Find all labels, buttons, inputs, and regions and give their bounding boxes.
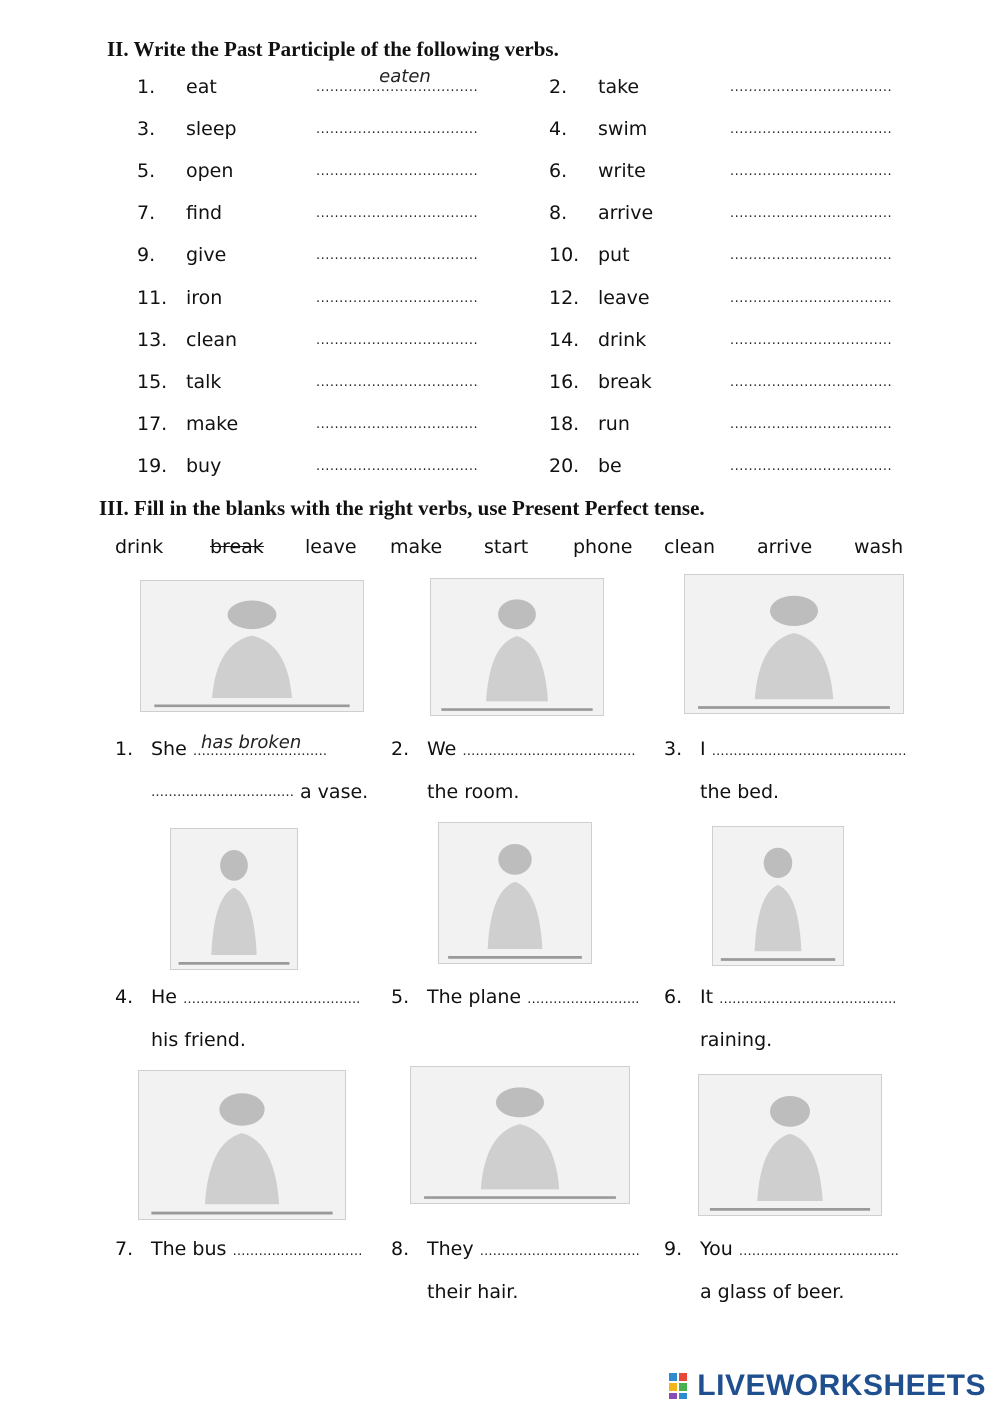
past-participle-input[interactable] <box>732 192 906 213</box>
sentence-subject: He <box>151 986 177 1008</box>
sentence-end: a vase. <box>300 781 369 803</box>
present-perfect-input[interactable] <box>201 1232 341 1253</box>
answer-dots: ................................... <box>730 164 893 180</box>
verb-word: find <box>186 202 223 225</box>
past-participle-input[interactable] <box>732 403 906 424</box>
answer-dots: …………………………… <box>151 785 294 800</box>
answer-dots: ................................... <box>316 458 479 474</box>
sentence-end: raining. <box>700 1029 773 1051</box>
past-participle-input[interactable] <box>318 108 492 129</box>
verb-word: be <box>598 454 622 477</box>
picture-rain <box>712 826 844 966</box>
verb-word: give <box>186 244 227 267</box>
word-bank-item: break <box>210 536 264 558</box>
picture-broken-vase <box>140 580 364 712</box>
answer-dots: ................................... <box>316 416 479 432</box>
answer-dots: ………………………… <box>232 1244 363 1259</box>
answer-dots: …………………………. <box>192 744 327 759</box>
verb-word: drink <box>598 328 647 351</box>
item-number: 10. <box>549 244 580 267</box>
item-number: 17. <box>137 412 168 435</box>
verb-word: write <box>598 160 646 183</box>
item-number: 5. <box>137 160 156 183</box>
item-number: 15. <box>137 370 168 393</box>
item-number: 3. <box>664 738 683 760</box>
sentence-subject: I <box>700 738 706 760</box>
answer-dots: ................................... <box>316 332 479 348</box>
present-perfect-input[interactable] <box>750 980 890 1001</box>
item-number: 18. <box>549 412 580 435</box>
answer-dots: ................................... <box>730 458 893 474</box>
answer-dots: ................................... <box>730 332 893 348</box>
verb-word: talk <box>186 370 222 393</box>
past-participle-input[interactable] <box>318 361 492 382</box>
sentence-end: their hair. <box>427 1281 519 1303</box>
verb-word: leave <box>598 286 650 309</box>
verb-word: buy <box>186 454 222 477</box>
word-bank-item: drink <box>115 536 164 558</box>
answer-dots: ................................... <box>316 206 479 222</box>
past-participle-input[interactable] <box>318 319 492 340</box>
word-bank-item: arrive <box>757 536 813 558</box>
word-bank-item: wash <box>854 536 904 558</box>
verb-word: clean <box>186 328 238 351</box>
answer-dots: ................................... <box>730 80 893 95</box>
verb-word: arrive <box>598 202 654 225</box>
word-bank-item: make <box>390 536 443 558</box>
answer-dots: ................................... <box>316 122 479 138</box>
sentence-subject: It <box>700 986 714 1008</box>
item-number: 3. <box>137 118 156 141</box>
present-perfect-input[interactable] <box>750 1232 890 1253</box>
verb-word: open <box>186 160 234 183</box>
answer-dots: …………………………………. <box>462 744 636 759</box>
answer-dots: ………………………………. <box>479 1244 640 1259</box>
answer-dots: ................................... <box>730 374 893 390</box>
past-participle-input[interactable] <box>318 445 492 466</box>
present-perfect-input[interactable] <box>201 732 341 753</box>
item-number: 8. <box>391 1238 410 1260</box>
past-participle-input[interactable] <box>732 361 906 382</box>
item-number: 14. <box>549 328 580 351</box>
word-bank-item: start <box>484 536 529 558</box>
past-participle-input[interactable] <box>732 319 906 340</box>
answer-dots: ................................... <box>730 122 893 138</box>
liveworksheets-logo-icon <box>669 1373 697 1399</box>
past-participle-input[interactable] <box>318 403 492 424</box>
answer-dots: ................................... <box>316 164 479 180</box>
item-number: 4. <box>115 986 134 1008</box>
item-number: 4. <box>549 118 568 141</box>
verb-word: break <box>598 370 652 393</box>
answer-dots: ……………………………………… <box>711 744 907 759</box>
section-3-heading: III. Fill in the blanks with the right verbs, use Present Perfect tense. <box>99 496 705 520</box>
logo-text: LIVEWORKSHEETS <box>697 1369 986 1402</box>
past-participle-input[interactable] <box>732 108 906 129</box>
answer-dots: ................................... <box>730 290 893 306</box>
present-perfect-input[interactable] <box>750 732 890 753</box>
answer-dots: ………………………………. <box>738 1244 899 1259</box>
present-perfect-input[interactable] <box>477 1232 617 1253</box>
word-bank-item: leave <box>305 536 357 558</box>
answer-dots: ………………………………….. <box>719 992 897 1007</box>
verb-word: iron <box>186 286 223 309</box>
answer-dots: ................................... <box>316 290 479 306</box>
present-perfect-input[interactable] <box>201 980 341 1001</box>
sentence-end: a glass of beer. <box>700 1281 845 1303</box>
verb-word: take <box>598 76 640 98</box>
verb-word: swim <box>598 118 648 141</box>
sentence-subject: She <box>151 738 187 760</box>
past-participle-input[interactable] <box>318 150 492 171</box>
picture-washing-hair <box>410 1066 630 1204</box>
word-bank-item: phone <box>573 536 633 558</box>
sentence-subject: They <box>427 1238 474 1260</box>
item-number: 2. <box>549 76 568 98</box>
picture-phone-call <box>170 828 298 970</box>
item-number: 19. <box>137 454 168 477</box>
sentence-end: the bed. <box>700 781 780 803</box>
section-2-heading: II. Write the Past Participle of the following verbs. <box>107 37 559 61</box>
picture-bus-leaving <box>138 1070 346 1220</box>
picture-making-bed <box>684 574 904 714</box>
past-participle-input[interactable] <box>732 445 906 466</box>
verb-word: sleep <box>186 118 237 141</box>
verb-word: eat <box>186 76 217 98</box>
answer-dots: ................................... <box>730 416 893 432</box>
answer-dots: ................................... <box>730 206 893 222</box>
item-number: 9. <box>664 1238 683 1260</box>
sentence-end: the room. <box>427 781 520 803</box>
answer-dots: ................................... <box>316 80 479 95</box>
item-number: 2. <box>391 738 410 760</box>
past-participle-input[interactable] <box>318 277 492 298</box>
item-number: 7. <box>115 1238 134 1260</box>
verb-word: make <box>186 412 239 435</box>
sentence-subject: You <box>700 1238 733 1260</box>
item-number: 11. <box>137 286 168 309</box>
item-number: 5. <box>391 986 410 1008</box>
past-participle-input[interactable] <box>732 150 906 171</box>
item-number: 6. <box>549 160 568 183</box>
answer-dots: …………………….. <box>527 992 640 1007</box>
item-number: 12. <box>549 286 580 309</box>
verb-word: put <box>598 244 630 267</box>
present-perfect-input[interactable] <box>477 980 617 1001</box>
present-perfect-input[interactable] <box>477 732 617 753</box>
sentence-subject: We <box>427 738 457 760</box>
answer-dots: ................................... <box>316 248 479 264</box>
item-number: 7. <box>137 202 156 225</box>
answer-dots: ................................... <box>730 248 893 264</box>
past-participle-input[interactable] <box>318 192 492 213</box>
picture-drinking-beer <box>698 1074 882 1216</box>
item-number: 1. <box>115 738 134 760</box>
past-participle-input[interactable] <box>318 66 492 87</box>
sentence-subject: The bus <box>151 1238 227 1260</box>
item-number: 8. <box>549 202 568 225</box>
sentence-end: his friend. <box>151 1029 246 1051</box>
picture-plane-arrival <box>438 822 592 964</box>
verb-word: run <box>598 412 630 435</box>
item-number: 16. <box>549 370 580 393</box>
past-participle-input[interactable] <box>732 277 906 298</box>
past-participle-input[interactable] <box>318 234 492 255</box>
sentence-subject: The plane <box>427 986 522 1008</box>
answer-dots: ................................... <box>316 374 479 390</box>
word-bank-item: clean <box>664 536 716 558</box>
liveworksheets-logo <box>669 1369 986 1403</box>
picture-cleaning-room <box>430 578 604 716</box>
past-participle-input[interactable] <box>732 234 906 255</box>
answer-dots: ………………………………….. <box>183 992 361 1007</box>
past-participle-input[interactable] <box>732 66 906 87</box>
item-number: 20. <box>549 454 580 477</box>
item-number: 1. <box>137 76 156 98</box>
item-number: 6. <box>664 986 683 1008</box>
item-number: 13. <box>137 328 168 351</box>
item-number: 9. <box>137 244 156 267</box>
